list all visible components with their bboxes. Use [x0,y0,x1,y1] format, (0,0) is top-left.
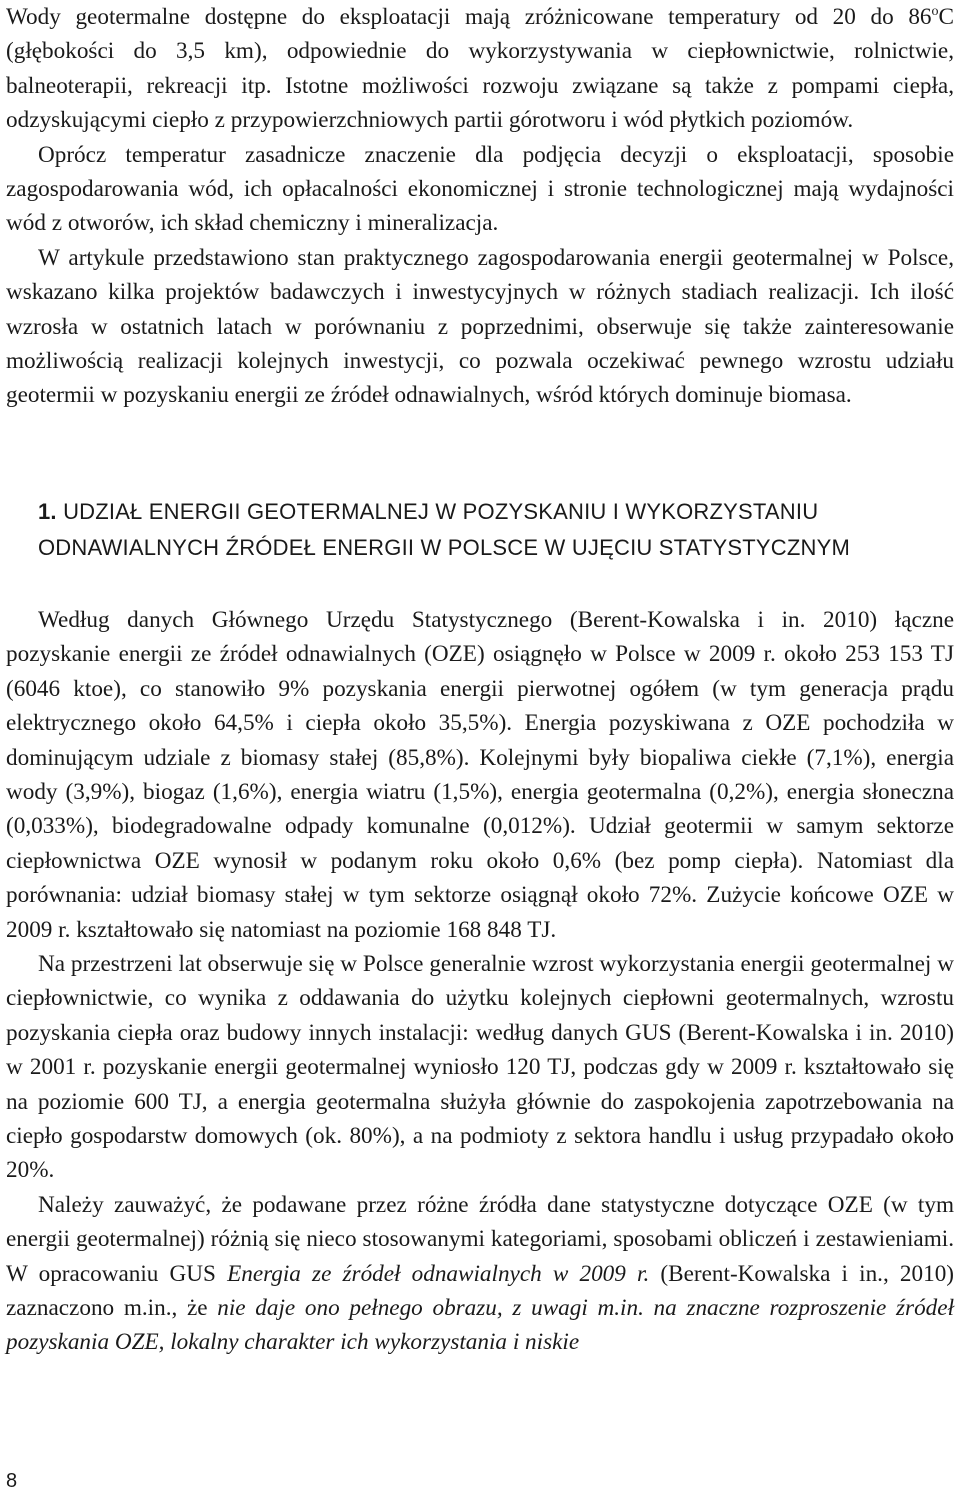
paragraph-gus-statistics [6,603,954,947]
paragraph-text: (Berent-Kowalska i in., 2010) zaznaczono m.in., że [6,1260,955,1321]
paragraph-temperature-factors [6,138,954,241]
paragraph-geothermal-growth [6,947,954,1188]
paragraph-geothermal-waters [6,0,954,138]
paragraph-text: Należy zauważyć, że podawane przez różne źródła dane statystyczne dotyczące OZE (w tym energii geotermalnej) różnią się nieco stosowanymi kategoriami, sposobami obliczeń i zestawieniami. W opracowaniu GUS [6,1191,954,1287]
document-page [6,0,954,1360]
paragraph-text: Według danych Głównego Urzędu Statystycznego (Berent-Kowalska i in. 2010) łączne pozyskanie energii ze źródeł odnawialnych (OZE) osiągnęło w Polsce w 2009 r. około 253 153 TJ (6046 ktoe), co stanowiło 9% pozyskania energii pierwotnej ogółem (w tym generacja prądu elektrycznego około 64,5% i ciepła około 35,5%). Energia pozyskiwana z OZE pochodziła w dominującym udziale z biomasy stałej (85,8%). Kolejnymi były biopaliwa ciekłe (7,1%), energia wody (3,9%), biogaz (1,6%), energia wiatru (1,5%), energia geotermalna (0,2%), energia słoneczna (0,033%), biodegradowalne odpady komunalne (0,012%). Udział geotermii w samym sektorze ciepłownictwa OZE wynosił w podanym roku około 0,6% (bez pomp ciepła). Natomiast dla porównania: udział biomasy stałej w tym sektorze osiągnął około 72%. Zużycie końcowe OZE w 2009 r. kształtowało się natomiast na poziomie 168 848 TJ. [6,606,954,943]
section-heading-line-2 [6,531,954,565]
paragraph-text: Na przestrzeni lat obserwuje się w Polsce generalnie wzrost wykorzystania energii geotermalnej w ciepłownictwie, co wynika z oddawania do użytku kolejnych ciepłowni geotermalnych, wzrostu pozyskania ciepła oraz budowy innych instalacji: według danych GUS (Berent-Kowalska i in. 2010) w 2001 r. pozyskanie energii geotermalnej wyniosło 120 TJ, podczas gdy w 2009 r. kształtowało się na poziomie 600 TJ, a energia geotermalna służyła głównie do zaspokojenia zapotrzebowania na ciepło gospodarstw domowych (ok. 80%), a na podmioty z sektora handlu i usług przypadało około 20%. [6,950,954,1184]
paragraph-text: Oprócz temperatur zasadnicze znaczenie dla podjęcia decyzji o eksploatacji, sposobie zagospodarowania wód, ich opłacalności ekonomicznej i stronie technologicznej mają wydajności wód z otworów, ich skład chemiczny i mineralizacja. [6,141,954,237]
section-title-line-2: ODNAWIALNYCH ŹRÓDEŁ ENERGII W POLSCE W UJĘCIU STATYSTYCZNYM [38,534,851,560]
italic-publication-title: Energia ze źródeł odnawialnych w 2009 r. [227,1260,650,1287]
section-number: 1. [38,498,57,524]
paragraph-article-scope [6,241,954,413]
paragraph-text: W artykule przedstawiono stan praktycznego zagospodarowania energii geotermalnej w Polsce, wskazano kilka projektów badawczych i inwestycyjnych w różnych stadiach realizacji. Ich ilość wzrosła w ostatnich latach w porównaniu z poprzednimi, obserwuje się także zainteresowanie możliwością realizacji kolejnych inwestycji, co pozwala oczekiwać pewnego wzrostu udziału geotermii w pozyskaniu energii ze źródeł odnawialnych, wśród których dominuje biomasa. [6,244,954,409]
section-heading [6,495,954,565]
italic-quotation: nie daje ono pełnego obrazu, z uwagi m.in. na znaczne rozproszenie źródeł pozyskania OZE, lokalny charakter ich wykorzystania i niskie [6,1295,955,1356]
page-number: 8 [6,1470,18,1492]
section-title-line-1: UDZIAŁ ENERGII GEOTERMALNEJ W POZYSKANIU I WYKORZYSTANIU [63,498,819,524]
paragraph-statistics-differences [6,1188,954,1360]
section-heading-line-1 [6,495,954,529]
degree-superscript: o [931,4,939,19]
paragraph-text: C (głębokości do 3,5 km), odpowiednie do wykorzystywania w ciepłownictwie, rolnictwie, balneoterapii, rekreacji itp. Istotne możliwości rozwoju związane są także z pompami ciepła, odzyskującymi ciepło z przypowierzchniowych partii górotworu i wód płytkich poziomów. [6,4,954,134]
paragraph-text: Wody geotermalne dostępne do eksploatacji mają zróżnicowane temperatury od 20 do 86 [6,4,932,30]
